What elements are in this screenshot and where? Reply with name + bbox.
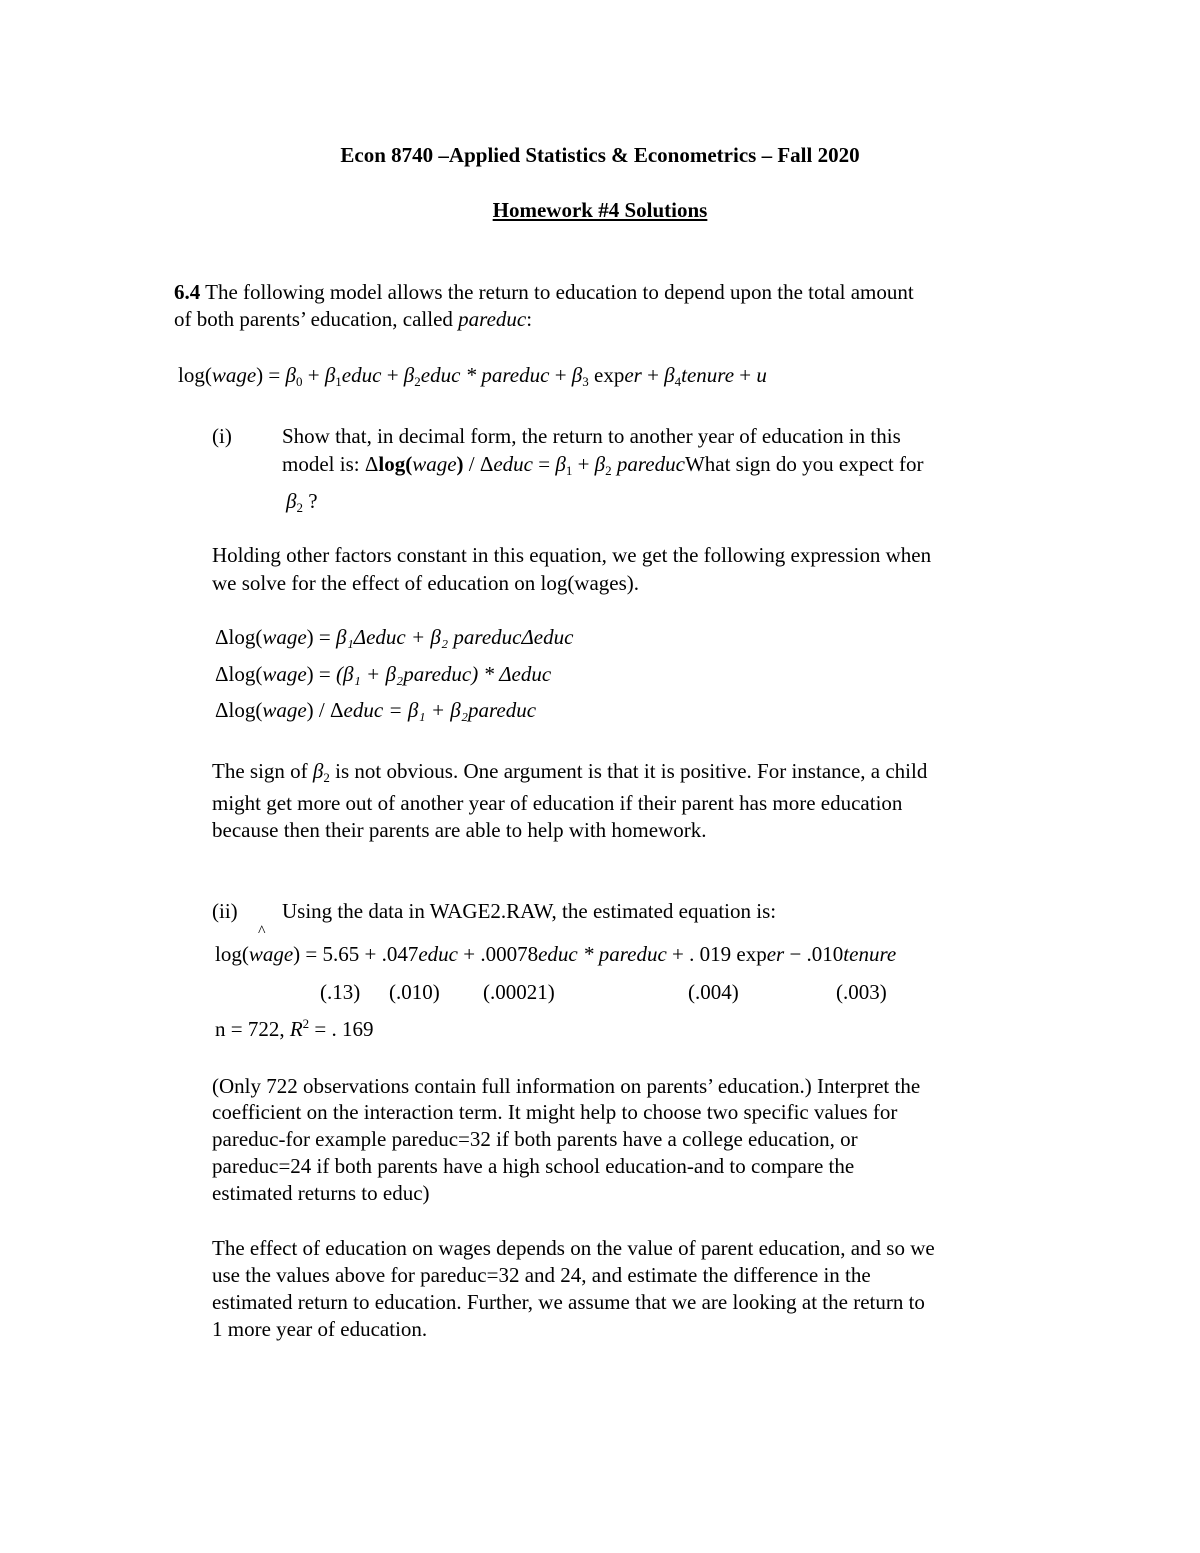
question-number: 6.4 <box>174 280 201 304</box>
course-title: Econ 8740 –Applied Statistics & Econometrics – Fall 2020 <box>340 143 860 167</box>
sign-discussion-line-2: might get more out of another year of education if their parent has more education <box>212 791 903 815</box>
part-ii-answer-line-2: use the values above for pareduc=32 and 24, and estimate the difference in the <box>212 1263 871 1287</box>
derivation-line-2: Δlog(wage) = (β₁ + β₂pareduc) * Δeduc <box>215 662 552 686</box>
homework-title: Homework #4 Solutions <box>492 198 708 222</box>
std-error-4: (.004) <box>688 980 739 1004</box>
part-i-label: (i) <box>212 424 232 448</box>
model-equation: log(wage) = $\beta_0$ + $\beta_1educ$ + $\beta_2educ$ * pareduc + $\beta_3$ exper + $\beta_4tenure + u$ <box>178 363 767 389</box>
part-i-answer-line-2: we solve for the effect of education on log(wages). <box>212 571 640 595</box>
std-error-1: (.13) <box>320 980 361 1004</box>
part-ii-note-line-1: (Only 722 observations contain full information on parents’ education.) Interpret the <box>212 1074 921 1098</box>
part-i-question-line-2: model is: Δlog(wage) / Δeduc = $\beta_1 + \beta_2$ pareducWhat sign do you expect for <box>282 452 924 478</box>
question-intro-line-1: 6.4 The following model allows the return to education to depend upon the total amount <box>174 280 914 304</box>
part-ii-answer-line-4: 1 more year of education. <box>212 1317 428 1341</box>
hat-accent: ^ <box>258 923 266 940</box>
std-error-2: (.010) <box>389 980 440 1004</box>
part-i-answer-line-1: Holding other factors constant in this equation, we get the following expression when <box>212 543 932 567</box>
question-intro-line-2: of both parents’ education, called pareduc: <box>174 307 533 331</box>
sign-discussion-line-1: The sign of $\beta_2$ is not obvious. One argument is that it is positive. For instance, a child <box>212 759 928 785</box>
sample-stats: n = 722, $R^2$ = . 169 <box>215 1016 374 1041</box>
derivation-line-3: Δlog(wage) / Δeduc = β₁ + β₂pareduc <box>215 698 537 722</box>
part-ii-answer-line-3: estimated return to education. Further, we assume that we are looking at the return to <box>212 1290 925 1314</box>
part-i-beta2: $\beta_2$ ? <box>286 489 318 515</box>
std-error-5: (.003) <box>836 980 887 1004</box>
part-ii-note-line-4: pareduc=24 if both parents have a high school education-and to compare the <box>212 1154 855 1178</box>
std-error-3: (.00021) <box>483 980 555 1004</box>
part-ii-note-line-3: pareduc-for example pareduc=32 if both parents have a college education, or <box>212 1127 858 1151</box>
part-i-question-line-1: Show that, in decimal form, the return to another year of education in this <box>282 424 901 448</box>
part-ii-label: (ii) <box>212 899 238 923</box>
estimated-equation: log(wage) = 5.65 + .047educ + .00078educ * pareduc + . 019 exper − .010tenure <box>215 942 897 966</box>
sign-discussion-line-3: because then their parents are able to help with homework. <box>212 818 707 842</box>
part-ii-note-line-2: coefficient on the interaction term. It might help to choose two specific values for <box>212 1100 898 1124</box>
part-ii-note-line-5: estimated returns to educ) <box>212 1181 430 1205</box>
part-ii-answer-line-1: The effect of education on wages depends on the value of parent education, and so we <box>212 1236 935 1260</box>
part-ii-question: Using the data in WAGE2.RAW, the estimated equation is: <box>282 899 777 923</box>
derivation-line-1: Δlog(wage) = β₁Δeduc + β₂ pareducΔeduc <box>215 625 574 649</box>
